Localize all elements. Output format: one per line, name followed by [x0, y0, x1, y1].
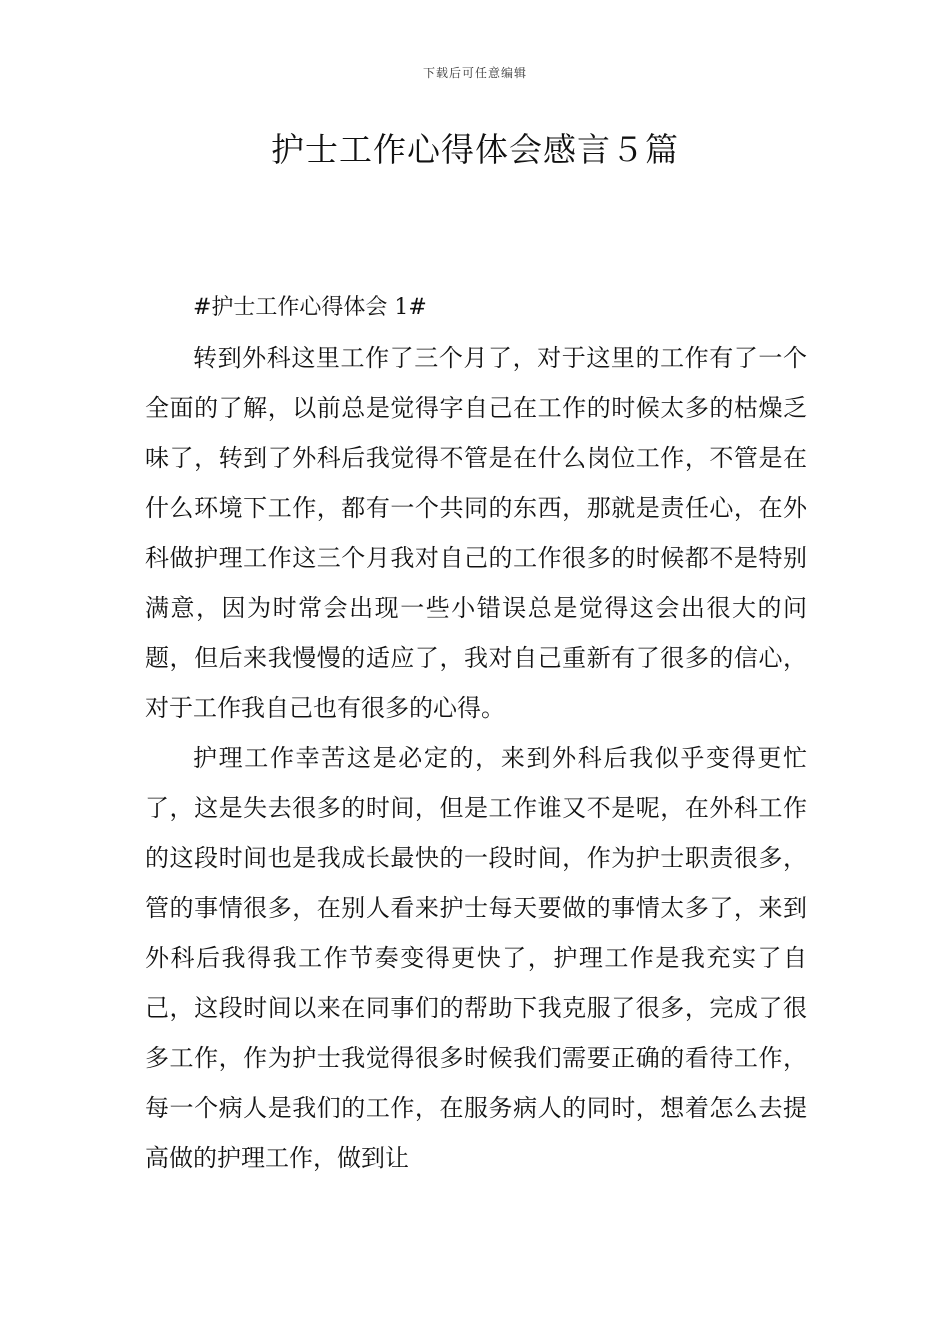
document-body	[145, 283, 807, 1183]
paragraph-2: 护理工作幸苦这是必定的，来到外科后我似乎变得更忙了，这是失去很多的时间，但是工作谁又不是呢，在外科工作的这段时间也是我成长最快的一段时间，作为护士职责很多，管的事情很多，在别人看来护士每天要做的事情太多了，来到外科后我得我工作节奏变得更快了，护理工作是我充实了自己，这段时间以来在同事们的帮助下我克服了很多，完成了很多工作，作为护士我觉得很多时候我们需要正确的看待工作，每一个病人是我们的工作，在服务病人的同时，想着怎么去提高做的护理工作，做到让	[145, 744, 807, 1172]
document-title: 护士工作心得体会感言５篇	[271, 130, 679, 169]
paragraph-1: 转到外科这里工作了三个月了，对于这里的工作有了一个全面的了解，以前总是觉得字自己在工作的时候太多的枯燥乏味了，转到了外科后我觉得不管是在什么岗位工作，不管是在什么环境下工作，都有一个共同的东西，那就是责任心，在外科做护理工作这三个月我对自己的工作很多的时候都不是特别满意，因为时常会出现一些小错误总是觉得这会出很大的问题，但后来我慢慢的适应了，我对自己重新有了很多的信心，对于工作我自己也有很多的心得。	[145, 344, 807, 722]
header-note: 下载后可任意编辑	[422, 66, 527, 80]
section-heading: #护士工作心得体会 1#	[193, 295, 427, 320]
